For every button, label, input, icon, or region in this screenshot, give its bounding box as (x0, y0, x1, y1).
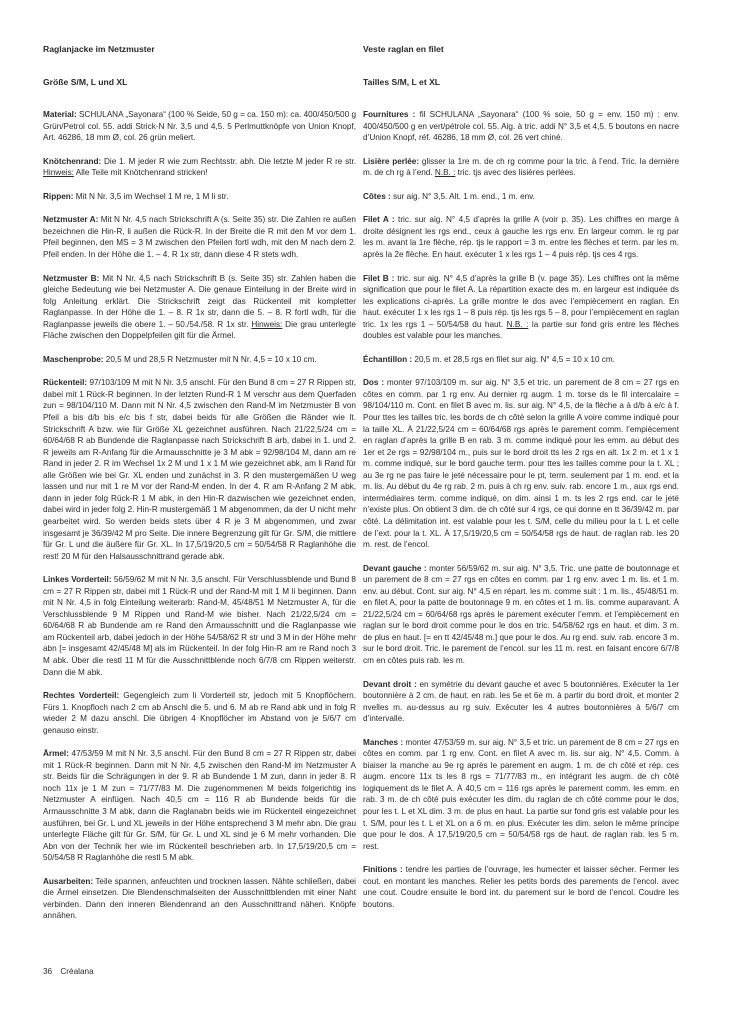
instruction-paragraph (43, 354, 356, 366)
german-sizes: Größe S/M, L und XL (43, 76, 128, 87)
paragraph-text: tric. sur aig. N° 4,5 d’après la grille B (v. page 35). Les chiffres ont la même signification que pour le filet A. La répartition exacte des m. en largeur est indiquée ds les explications ci-après. La grille montre le dos avec l’empiècement en raglan. En haut. exécuter 1 x les rgs 1 – 8 puis rép. tjs les rgs 5 – 8, pour l’empiècement en raglan tric. 1x les rgs 1 – 50/54/58 du haut. (363, 273, 679, 329)
paragraph-label: Fournitures : (363, 110, 416, 120)
paragraph-label: Knötchenrand: (43, 156, 102, 166)
paragraph-label: Rückenteil: (43, 378, 88, 388)
paragraph-note-label: Hinweis: (251, 319, 283, 329)
german-paragraphs (43, 109, 356, 922)
paragraph-label: Linkes Vorderteil: (43, 575, 112, 585)
paragraph-text: monter 47/53/59 m. sur aig. N° 3,5 et tric. un parement de 8 cm = 27 rgs en côtes en comm. par 1 rg env. Cont. en filet A avec m. lis. sur aig. N° 4,5. Comm. à biaiser la manche au 9e rg après le parement en augm. 1 m. de ch côté et rép. ces augm. encore 11x ts les 8 rgs = 71/77/83 m., en intégrant les augm. de ch côté logiquement ds le filet A. À 40,5 cm = 116 rgs après le parement comm. les emm. en rab. 3 m. de ch côté puis exécuter les dim. du raglan de ch côté comme pour le dos, pour les t. L et XL dim. 3 m. de plus en haut. La partie sur fond gris est valable pour les t. S/M, pour les t. L et XL on a 6 m. en plus. Exécuter les dim. selon le même principe que pour le dos. À 17,5/19/20,5 cm = 50/54/58 rgs de haut. de raglan rab. les 5 m. rest. (363, 737, 679, 851)
paragraph-label: Ärmel: (43, 749, 69, 759)
instruction-paragraph (43, 748, 356, 863)
instruction-paragraph (363, 563, 679, 667)
paragraph-text: SCHULANA „Sayonara“ (100 % Seide, 50 g = ca. 150 m): ca. 400/450/500 g Grün/Petrol col. 55. addi Strick-N Nr. 3,5 und 4,5. 5 Perlmuttknöpfe von Union Knopf, Art. 46286, 18 mm Ø, col. 26 grün meliert. (43, 110, 356, 143)
paragraph-note-text: tric. tjs avec des lisières perlées. (455, 168, 576, 178)
paragraph-label: Ausarbeiten: (43, 876, 94, 886)
instruction-paragraph (43, 191, 356, 203)
paragraph-text: monter 56/59/62 m. sur aig. N° 3,5. Tric. une patte de boutonnage et un parement de 8 cm = 27 rgs en côtes en comm. par 1 rg env. avec 1 m. lis. et 1 m. env. au début. Cont. sur aig. N° 4,5 en répart. les m. comme suit : 1 m. lis., 45/48/51 m. en filet A, pour la patte de boutonnage 9 m. en côtes et 1 m. lis. comme auparavant. À 21/22,5/24 cm = 60/64/68 rgs après le parement exécuter l’emm. et l’empiècement en raglan sur le bord droit comme pour le dos en tric. 54/58/62 rgs en haut. et dim. 3 m. de plus en haut. [= en tt 42/45/48 m.] que pour le dos. Au rg end. suiv. rab. encore 3 m. sur le bord droit. Tric. le parement de l’encol. sur les 11 m. rest. en faisant encore 6/7/8 cm en côtes puis rab. les m. (363, 563, 679, 665)
paragraph-note-label: Hinweis: (43, 168, 74, 178)
instruction-paragraph (43, 377, 356, 562)
instruction-paragraph (363, 109, 679, 144)
french-sizes: Tailles S/M, L et XL (363, 76, 441, 87)
instruction-paragraph (43, 574, 356, 678)
paragraph-note-label: N.B. : (434, 168, 456, 178)
instruction-paragraph (363, 273, 679, 342)
instruction-paragraph (363, 354, 679, 366)
paragraph-text: 20,5 m. et 28,5 rgs en filet sur aig. N° 4,5 = 10 x 10 cm. (412, 354, 615, 364)
french-title: Veste raglan en filet (363, 44, 444, 54)
paragraph-label: Manches : (363, 737, 404, 747)
paragraph-text: en symétrie du devant gauche et avec 5 boutonnières. Exécuter la 1er boutonnière à 2 cm. de haut. en rab. les 5e et 6e m. à partir du bord droit, et monter 2 nvelles m. au-dessus au rg suiv. Exécuter les 4 autres boutonnières à 5/6/7 cm d’intervalle. (363, 679, 679, 724)
paragraph-note-text: la partie sur fond gris entre les flèches doubles est valable pour les manches. (363, 319, 680, 341)
paragraph-label: Material: (43, 110, 77, 120)
instruction-paragraph (363, 679, 679, 725)
french-column (363, 44, 679, 922)
paragraph-text: Die 1. M jeder R wie zum Rechtsstr. abh. Die letzte M jeder R re str. (101, 156, 356, 166)
paragraph-label: Filet B : (363, 273, 395, 283)
paragraph-text: 56/59/62 M mit N Nr. 3,5 anschl. Für Verschlussblende und Bund 8 cm = 27 R Rippen str, dabei mit 1 Rück-R und der Rand-M mit 1 M li beginnen. Dann mit N Nr. 4,5 in folg Einteilung weiterarb: Rand-M, 45/48/51 M Netzmuster A, für die Verschlussblende 9 M Rippen und Rand-M wie bisher. Nach 21/22,5/24 cm = 60/64/68 R ab Bundende am re Rand den Armausschnitt und die Raglanpasse wie am Rückenteil arb, dabei jedoch in der Höhe 54/58/62 R str und 3 M in der Höhe mehr abn [= insgesamt 42/45/48 M] als im Rückenteil. In der folg Hin-R am re Rand noch 3 M abk. Über die restl 11 M für die Ausschnittblende noch 6/7/8 cm Rippen weiterstr. Dann die M abk. (43, 575, 356, 677)
paragraph-text: Mit N Nr. 4,5 nach Strickschrift A (s. Seite 35) str. Die Zahlen re außen bezeichnen die Hin-R, li außen die Rück-R. In der Breite die R mit den M vor dem 1. Pfeil beginnen, den MS = 3 M zwischen den Pfeilen fortl wdh, mit den M nach dem 2. Pfeil enden. In der Höhe die 1. – 4. R 1x str, dann diese 4 R stets wdh. (43, 215, 356, 260)
instruction-paragraph (43, 273, 356, 342)
instruction-paragraph (43, 690, 356, 736)
paragraph-text: glisser la 1re m. de ch rg comme pour la tric. à l’end. Tric. la dernière m. de ch rg à l’end. (363, 156, 679, 178)
brand-name: Créalana (60, 967, 94, 976)
paragraph-label: Rippen: (43, 191, 74, 201)
paragraph-label: Netzmuster B: (43, 273, 100, 283)
instruction-paragraph (363, 214, 679, 260)
paragraph-text: tric. sur aig. N° 4,5 d’après la grille A (voir p. 35). Les chiffres en marge à droite désignent les rgs end., ceux à gauche les rgs env. En largeur comm. le rg par les m. avant la 1re flèche, rép. tjs le rapport = 3 m. entre les flèches et term. par les m. après la 2e flèche. En haut. exécuter 1 x les rgs 1 – 4 puis rép. tjs ces 4 rgs. (363, 215, 679, 260)
paragraph-label: Netzmuster A: (43, 215, 99, 225)
paragraph-text: Mit N Nr. 4,5 nach Strickschrift B (s. Seite 35) str. Zahlen haben die gleiche Bedeutung wie bei Netzmuster A. Die genaue Einteilung in der Breite wird in folg Anleitung erklärt. Die Strickschrift zeigt das Rückenteil mit kompletter Raglanpasse. In der Höhe die 1. – 8. R 1x str, dann die 5. – 8. R fortl wdh, für die Raglanpasse jeweils die obere 1. – 50./54./58. R 1x str. (43, 273, 356, 329)
instruction-paragraph (363, 737, 679, 852)
paragraph-text: 97/103/109 M mit N Nr. 3,5 anschl. Für den Bund 8 cm = 27 R Rippen str, dabei mit 1 Rück-R beginnen. In der letzten Rund-R 1 M verschr aus dem Querfaden zun = 98/104/110 M. Dann mit N Nr. 4,5 zwischen den Rand-M im Netzmuster B von Pfeil a bis d/b bis e/c bis f str, dabei beids für alle Größen die Ränder wie lt. Strickschrift A bzw. wie für Größe XL gezeichnet ausführen. Nach 21/22,5/24 cm = 60/64/68 R ab Bundende die Raglanpasse nach Strickschrift B arb, dabei in 1. und 2. R jeweils am R-Anfang für die Armausschnitte je 3 M abk = 92/98/104 M, dann am re Rand in jeder 2. R im Wechsel 1x 2 M und 1 x 1 M wie gezeichnet abk, am li Rand für alle Größen wie bei Gr. XL enden und zunächst in 3. R den mustergemäßen U weg lassen und nur mit 1 re M vor der Rand-M enden. In der 4. R am R-Anfang 2 M abk, dann in jeder folg Rück-R 1 M abk, in den Hin-R dazwischen wie gezeichnet enden, dabei wird in jeder folg 2. Hin-R mustergemäß 1 M abgenommen, da der U nicht mehr gearbeitet wird. So werden beids stets über 4 R je 3 M abgenommen, und zwar insgesamt je 36/39/42 M pro Seite. Die innere Begrenzung gilt für Gr. S/M, die mittlere für Gr. L und die äußere für Gr. XL. In 17,5/19/20,5 cm = 50/54/58 R Raglanhöhe die rest! 20 M für den Halsausschnittrand gerade abk. (43, 378, 356, 561)
paragraph-text: fil SCHULANA „Sayonara“ (100 % soie, 50 g = env. 150 m) : env. 400/450/500 g en vert/pétrole col. 55. Aig. à tric. addi N° 3,5 et 4,5. 5 boutons en nacre d’Union Knopf, réf. 46286, 18 mm Ø, col. 26 vert chiné. (363, 110, 679, 143)
paragraph-label: Lisière perlée: (363, 156, 420, 166)
paragraph-text: 47/53/59 M mit N Nr. 3,5 anschl. Für den Bund 8 cm = 27 R Rippen str, dabei mit 1 Rück-R beginnen. Dann mit N Nr. 4,5 zwischen den Rand-M im Netzmuster A str. Beids für die Schrägungen in der 9. R ab Bundende 1 M zun, dann in jeder 8. R noch 11x je 1 M zun = 71/77/83 M. Die zugenommenen M beids folgerichtig ins Netzmuster A einfügen. Nach 40,5 cm = 116 R ab Bundende beids für die Armausschnitte 3 M abk, dann die Raglanabn beids wie im Rückenteil eingezeichnet ausführen, bei Gr. L und XL jeweils in der Höhe entsprechend 3 M mehr abn. Die grau unterlegte Fläche gilt für Gr. S/M, für Gr. L und XL sind je 6 M mehr vorhanden. Die Abn von der Technik her wie im Rückenteil beschrieben arb. In 17,5/19/20,5 cm = 50/54/58 R Raglanhöhe die restl 5 M abk. (43, 749, 356, 863)
paragraph-text: Teile spannen, anfeuchten und trocknen lassen. Nähte schließen, dabei die Ärmel einsetzen. Die Blendenschmalseiten der Ausschnittblenden mit einer Naht verbinden. Dann den inneren Blendenrand an den Ausschnittrand nähen. Knöpfe annähen. (43, 876, 356, 921)
paragraph-label: Devant gauche : (363, 563, 427, 573)
page-number: 36 (43, 967, 53, 976)
page-footer (43, 967, 100, 976)
paragraph-note-label: N.B. : (506, 319, 529, 329)
paragraph-text: 20,5 M und 28,5 R Netzmuster mit N Nr. 4,5 = 10 x 10 cm. (103, 354, 317, 364)
french-paragraphs (363, 109, 679, 910)
paragraph-text: sur aig. N° 3,5. Alt. 1 m. end., 1 m. env. (390, 191, 535, 201)
paragraph-label: Rechtes Vorderteil: (43, 691, 120, 701)
paragraph-label: Maschenprobe: (43, 354, 104, 364)
paragraph-label: Filet A : (363, 215, 395, 225)
paragraph-label: Devant droit : (363, 679, 417, 689)
paragraph-label: Dos : (363, 378, 385, 388)
german-column (43, 44, 356, 934)
instruction-paragraph (43, 156, 356, 179)
instruction-paragraph (363, 191, 679, 203)
instruction-paragraph (43, 109, 356, 144)
paragraph-label: Finitions : (363, 865, 403, 875)
paragraph-text: monter 97/103/109 m. sur aig. N° 3,5 et tric. un parement de 8 cm = 27 rgs en côtes en comm. par 1 rg env. Au dernier rg augm. 1 m. torse ds le fil intercalaire = 98/104/110 m. Cont. en filet B avec m. lis. sur aig. N° 4,5, de la flèche a à d/b à e/c à f. Pour ttes les tailles tric. les bords de ch côté selon la grille A voire comme indiqué pour la taille XL. À 21/22,5/24 cm = 60/64/68 rgs après le parement comm. l’empiècement en raglan d’après la grille B en rab. 3 m. comme indiqué pour les emm. au début des 1er et 2e rgs = 92/98/104 m., puis sur le bord droit tts les 2 rgs en alt. 1x 2 m. et 1 x 1 m. comme indiqué, sur le bord gauche term. pour ttes les tailles comme pour la t. XL ; au 3e rg ne pas faire le jeté nécessaire pour le pt, term. seulement par 1 m. end. et la m. lis. Au début du 4e rg rab. 2 m. puis à ch rg env. suiv. rab. encore 1 m., aux rgs end. intermédiaires term. comme indiqué, on dim. ainsi 1 m. ts les 2 rgs end. car le jeté n’existe plus. On obtient 3 dim. de ch côté sur 4 rgs, ce qui donne en tt 36/39/42 m. par côté. La délimitation int. est valable pour les t. S/M, celle du milieu pour la t. L et celle de l’ext. pour la t. XL. À 17,5/19/20,5 cm = 50/54/58 rgs de haut. de raglan rab. les 20 m. rest. de l’encol. (363, 378, 679, 550)
instruction-paragraph (363, 377, 679, 550)
paragraph-note-text: Die grau unterlegte Fläche zwischen den Doppelpfeilen gilt für die Ärmel. (43, 319, 356, 341)
instruction-paragraph (43, 876, 356, 922)
paragraph-text: Mit N Nr. 3,5 im Wechsel 1 M re, 1 M li str. (73, 191, 229, 201)
paragraph-note-text: Alle Teile mit Knötchenrand stricken! (73, 168, 208, 178)
paragraph-text: tendre les parties de l’ouvrage, les humecter et laisser sécher. Fermer les cout. en montant les manches. Relier les petits bords des parements de l’encol. avec une cout. Coudre ensuite le bord int. du parement sur le bord de l’encol. Coudre les boutons. (363, 865, 679, 909)
paragraph-text: Gegengleich zum li Vorderteil str, jedoch mit 5 Knopflöchern. Fürs 1. Knopfloch nach 2 cm ab Anschl die 5. und 6. M ab re Rand abk und in folg R wieder 2 M dazu anschl. Die übrigen 4 Knopflöcher im Abstand von je 5/6/7 cm genauso einstr. (43, 691, 356, 735)
paragraph-label: Côtes : (363, 191, 391, 201)
instruction-paragraph (363, 864, 679, 910)
german-title: Raglanjacke im Netzmuster (43, 44, 155, 54)
instruction-paragraph (363, 156, 679, 179)
paragraph-label: Échantillon : (363, 354, 413, 364)
instruction-paragraph (43, 214, 356, 260)
